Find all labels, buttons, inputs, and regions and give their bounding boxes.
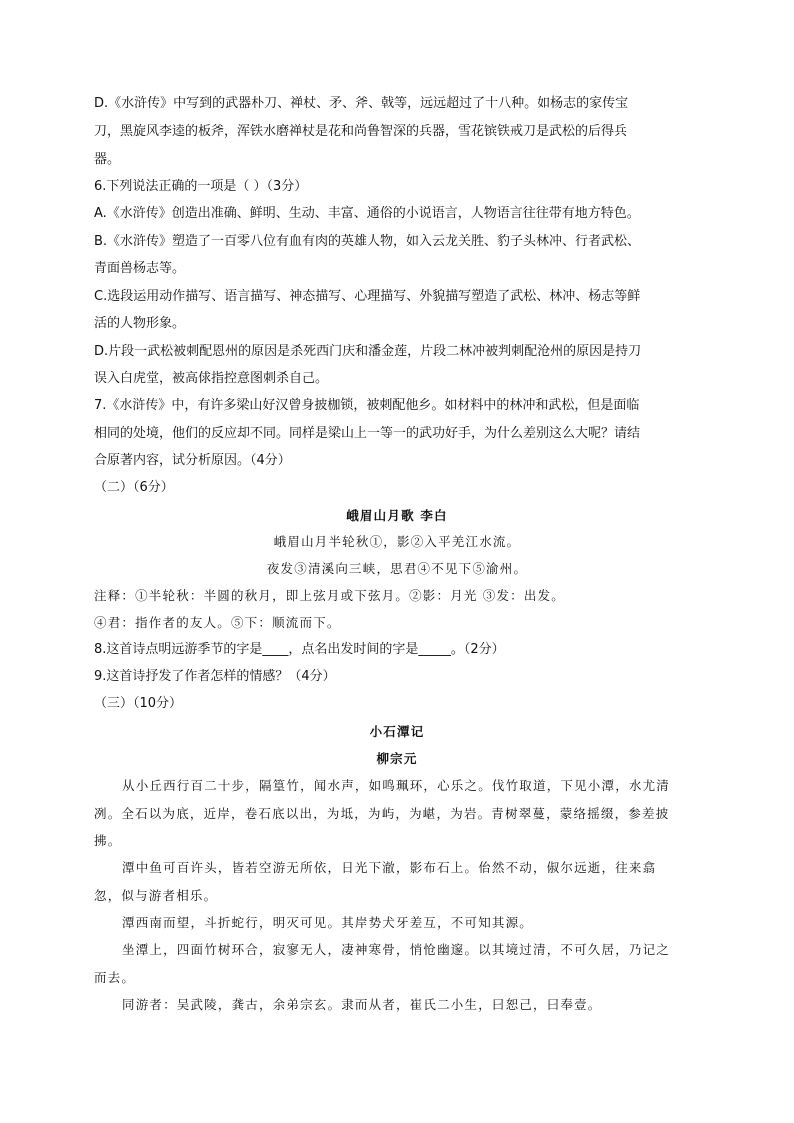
q9: 9.这首诗抒发了作者怎样的情感？（4分）: [94, 669, 336, 684]
passage-title: 小石潭记: [369, 724, 425, 739]
poem-note: ④君：指作者的友人。⑤下：顺流而下。: [94, 615, 341, 630]
q6-option-c-line: C.选段运用动作描写、语言描写、神态描写、心理描写、外貌描写塑造了武松、林冲、杨志等鲜: [94, 289, 641, 304]
passage-line: 潭西南而望，斗折蛇行，明灭可见。其岸势犬牙差互，不可知其源。: [122, 915, 534, 930]
q6-option-b-line: 青面兽杨志等。: [94, 261, 186, 276]
q5-option-d-line: D.《水浒传》中写到的武器朴刀、禅杖、矛、斧、戟等，远远超过了十八种。如杨志的家传宝: [94, 96, 629, 111]
passage-line: 忽，似与游者相乐。: [94, 888, 218, 903]
passage-line: 拂。: [94, 833, 122, 848]
q5-option-d-line: 器。: [94, 152, 121, 167]
q6-option-b-line: B.《水浒传》塑造了一百零八位有血有肉的英雄人物，如入云龙关胜、豹子头林冲、行者武松、: [94, 234, 641, 249]
section-2-header: （二）（6分）: [94, 480, 174, 495]
q6-option-c-line: 活的人物形象。: [94, 316, 186, 331]
passage-line: 而去。: [94, 970, 136, 985]
passage-line: 从小丘西行百二十步，隔篁竹，闻水声，如鸣珮环，心乐之。伐竹取道，下见小潭，水尤清: [122, 778, 671, 793]
q7-line: 7.《水浒传》中，有许多梁山好汉曾身披枷锁，被刺配他乡。如材料中的林冲和武松，但是面临: [94, 398, 640, 413]
q5-option-d-line: 刀，黑旋风李逵的板斧，浑铁水磨禅杖是花和尚鲁智深的兵器，雪花镔铁戒刀是武松的后得兵: [94, 124, 628, 139]
passage-line: 潭中鱼可百许头，皆若空游无所依，日光下澈，影布石上。佁然不动，俶尔远逝，往来翕: [122, 860, 657, 875]
passage-line: 坐潭上，四面竹树环合，寂寥无人，凄神寒骨，悄怆幽邃。以其境过清，不可久居，乃记之: [122, 942, 671, 957]
poem-title: 峨眉山月歌 李白: [346, 508, 448, 523]
poem-line: 夜发③清溪向三峡，思君④不见下⑤渝州。: [266, 561, 528, 576]
q7-line: 相同的处境，他们的反应却不同。同样是梁山上一等一的武功好手，为什么差别这么大呢？请结: [94, 426, 641, 441]
q8: 8.这首诗点明远游季节的字是____，点名出发时间的字是_____。（2分）: [94, 642, 505, 657]
q6-option-d-line: 误入白虎堂，被高俅指控意图刺杀自己。: [94, 371, 329, 386]
q6-stem: 6.下列说法正确的一项是（ ）（3分）: [94, 179, 308, 194]
passage-author: 柳宗元: [376, 751, 418, 766]
poem-line: 峨眉山月半轮秋①，影②入平羌江水流。: [273, 534, 521, 549]
q6-option-a: A.《水浒传》创造出准确、鲜明、生动、丰富、通俗的小说语言，人物语言往往带有地方特色。: [94, 206, 640, 221]
q7-line: 合原著内容，试分析原因。（4分）: [94, 453, 291, 468]
poem-note: 注释：①半轮秋：半圆的秋月，即上弦月或下弦月。②影：月光 ③发：出发。: [94, 588, 565, 603]
passage-line: 同游者：吴武陵，龚古，余弟宗玄。隶而从者，崔氏二小生，曰恕己，曰奉壹。: [122, 997, 602, 1012]
section-3-header: （三）（10分）: [94, 696, 183, 711]
passage-line: 冽。全石以为底，近岸，卷石底以出，为坻，为屿，为嵁，为岩。青树翠蔓，蒙络摇缀，参差披: [94, 806, 670, 821]
q6-option-d-line: D.片段一武松被刺配恩州的原因是杀死西门庆和潘金莲，片段二林冲被判刺配沧州的原因是持刀: [94, 344, 642, 359]
